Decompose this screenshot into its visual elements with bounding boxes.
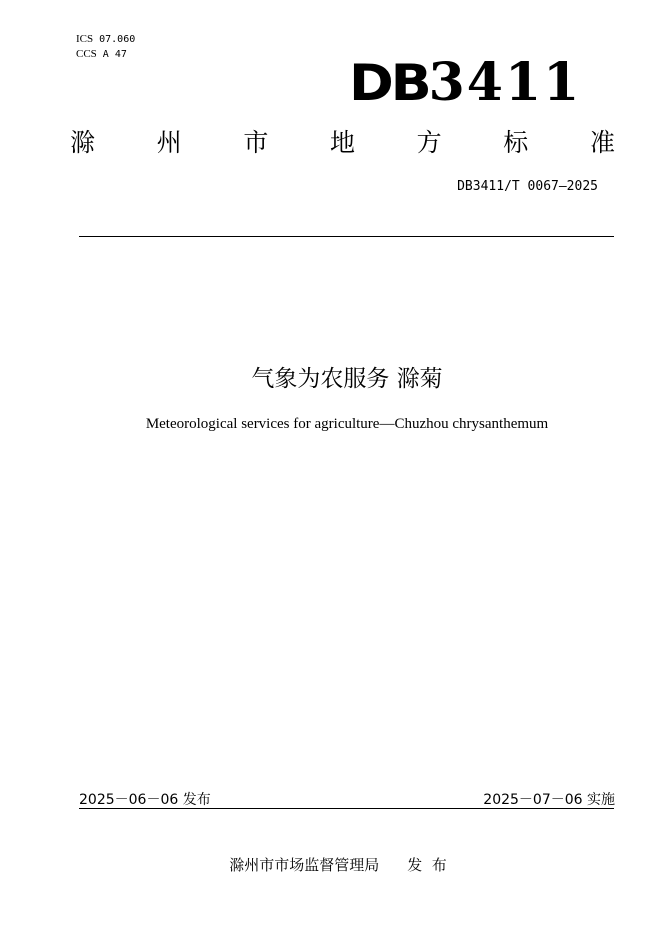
ics-code [76,32,135,47]
heading-char: 市 [243,128,269,157]
ccs-label: CCS [76,48,97,60]
classification-codes [76,32,135,62]
heading-char: 地 [329,128,355,157]
implementation-date-line [483,789,615,809]
document-title: 气象为农服务 滁菊 [251,366,443,392]
release-label: 发布 [182,792,211,808]
document-subtitle: Meteorological services for agriculture—Chuzhou chrysanthemum [145,416,549,432]
heading-char: 滁 [70,128,96,157]
ics-label: ICS [76,33,94,45]
publisher-line [0,854,662,875]
standard-type-heading [70,126,615,160]
standard-number: DB3411/T 0067—2025 [457,179,598,194]
ics-value: 07.060 [99,34,136,45]
publisher-name: 滁州市市场监督管理局 [229,856,380,874]
logo-prefix: DB [349,54,429,112]
ccs-code [76,47,135,62]
heading-char: 州 [156,128,182,157]
release-date-line [79,789,211,809]
heading-char: 准 [589,128,615,157]
ccs-value: A 47 [102,49,127,60]
release-date: 2025－06－06 [79,792,179,808]
standard-logo [349,52,582,113]
implementation-date: 2025－07－06 [483,792,583,808]
implementation-label: 实施 [587,792,615,808]
bottom-divider [79,808,614,809]
top-divider [79,236,614,237]
logo-number: 3411 [428,52,582,113]
heading-char: 方 [416,128,442,157]
heading-char: 标 [503,128,529,157]
publisher-action: 发 布 [407,856,447,874]
